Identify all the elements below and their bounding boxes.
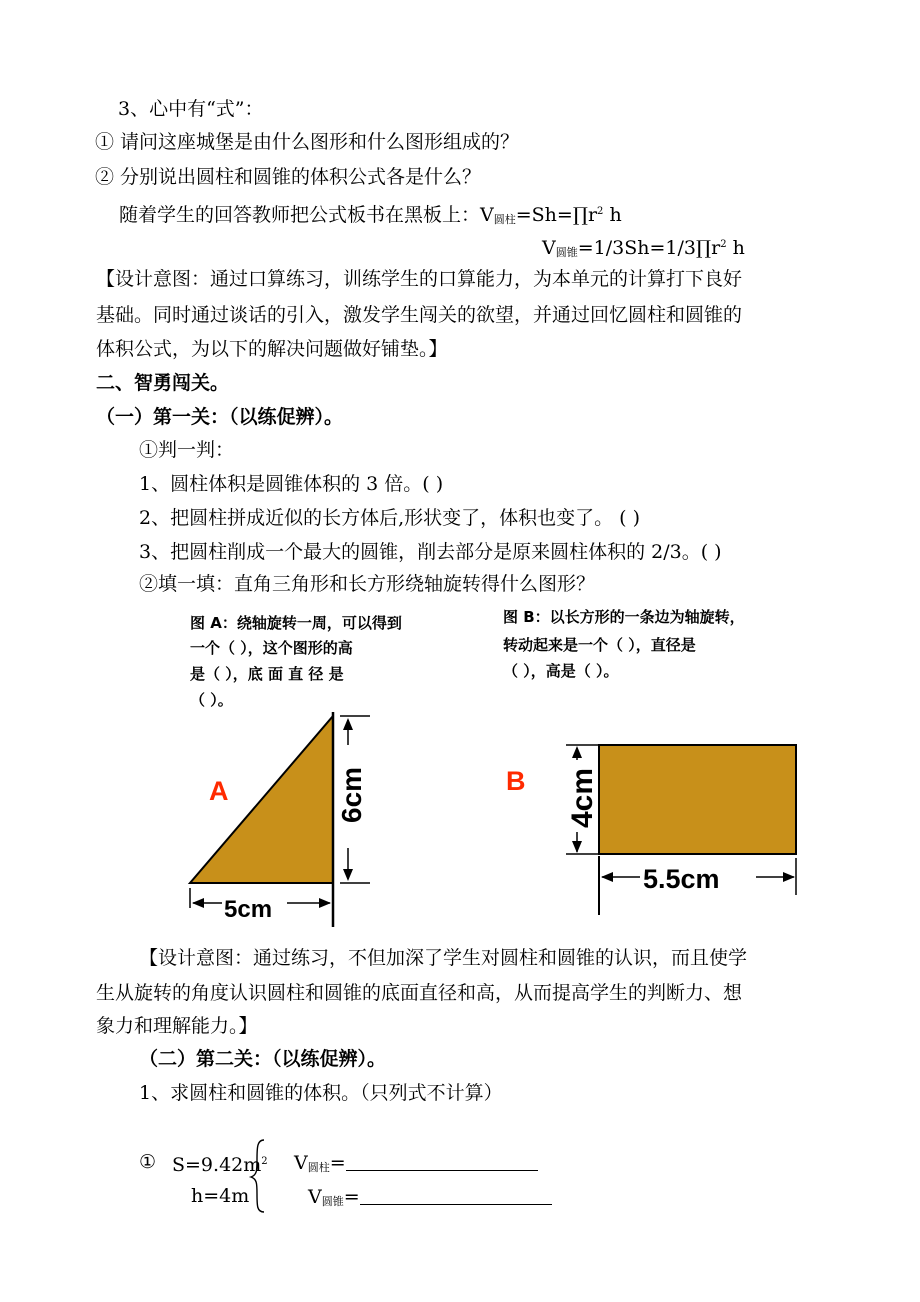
cone-formula: =1/3Sh=1/3∏r (577, 237, 721, 259)
design-note-1-line1: 【设计意图：通过口算练习，训练学生的口算能力，为本单元的计算打下良好 (96, 268, 743, 290)
figure-a-base-label: 5cm (224, 896, 273, 923)
figure-a-caption-1: 图 A：绕轴旋转一周，可以得到 (190, 614, 402, 632)
judge-title: ①判一判： (139, 439, 235, 461)
exponent: 2 (720, 239, 727, 250)
judge-item-2: 2、把圆柱拼成近似的长方体后,形状变了，体积也变了。 ( ) (139, 507, 641, 529)
cylinder-answer-blank[interactable] (346, 1152, 538, 1171)
figure-a-caption-2: 一个（ ），这个图形的高 (190, 639, 353, 657)
judge-item-3: 3、把圆柱削成一个最大的圆锥，削去部分是原来圆柱体积的 2/3。( ) (139, 541, 722, 563)
level2-task: 1、求圆柱和圆锥的体积。（只列式不计算） (139, 1082, 503, 1104)
figure-a-caption-3: 是（ ），底 面 直 径 是 (190, 665, 344, 683)
figure-b-caption-1: 图 B：以长方形的一条边为轴旋转， (503, 608, 745, 626)
judge-item-1: 1、圆柱体积是圆锥体积的 3 倍。( ) (139, 473, 444, 495)
part2-heading: 二、智勇闯关。 (96, 372, 230, 394)
design-note-2-line1: 【设计意图：通过练习，不但加深了学生对圆柱和圆锥的认识，而且使学 (139, 947, 748, 969)
formula-intro: 随着学生的回答教师把公式板书在黑板上：V (119, 204, 494, 226)
figure-a-height-label: 6cm (336, 766, 367, 823)
level2-heading: （二）第二关：（以练促辨）。 (139, 1048, 387, 1070)
s-value-text: S=9.42m (172, 1154, 262, 1176)
design-note-2-line2: 生从旋转的角度认识圆柱和圆锥的底面直径和高，从而提高学生的判断力、想 (96, 982, 743, 1004)
subscript-cylinder: 圆柱 (493, 213, 516, 226)
equals: = (329, 1152, 346, 1174)
figure-b-width-label: 5.5cm (643, 864, 720, 894)
s-exponent: 2 (261, 1156, 268, 1167)
figure-a-caption-4: （ ）。 (190, 691, 233, 709)
cylinder-formula-tail: h (603, 204, 622, 226)
question-2: ② 分别说出圆柱和圆锥的体积公式各是什么？ (95, 166, 482, 188)
cone-v: V (542, 237, 556, 259)
figure-b-caption-3: （ ），高是（ ）。 (503, 662, 619, 680)
figure-a-label: A (209, 776, 229, 806)
design-note-1-line2: 基础。同时通过谈话的引入，激发学生闯关的欲望，并通过回忆圆柱和圆锥的 (96, 304, 743, 326)
level1-heading: （一）第一关：（以练促辨）。 (96, 406, 344, 428)
s-value (172, 1149, 268, 1178)
figure-b-label: B (506, 766, 526, 796)
subscript-cone: 圆锥 (321, 1195, 344, 1208)
section3-heading: 3、心中有“式”： (118, 98, 264, 120)
cylinder-formula: =Sh=∏r (515, 204, 598, 226)
exponent: 2 (597, 206, 604, 217)
figure-b-caption-2: 转动起来是一个（ ），直径是 (503, 636, 696, 654)
equals: = (343, 1186, 360, 1208)
question-1: ① 请问这座城堡是由什么图形和什么图形组成的？ (95, 131, 520, 153)
v-cone-answer (308, 1184, 552, 1215)
v-letter: V (308, 1186, 322, 1208)
design-note-1-line3: 体积公式，为以下的解决问题做好铺垫。】 (96, 338, 448, 360)
design-note-2-line3: 象力和理解能力。】 (96, 1015, 258, 1037)
cone-answer-blank[interactable] (360, 1186, 552, 1205)
item-marker: ① (139, 1151, 157, 1173)
subscript-cone: 圆锥 (555, 246, 578, 259)
subscript-cylinder: 圆柱 (307, 1161, 330, 1174)
figure-b-height-label: 4cm (566, 767, 599, 828)
cone-formula-tail: h (726, 237, 745, 259)
v-cylinder-answer (294, 1150, 538, 1181)
h-value: h=4m (191, 1185, 250, 1207)
fill-title: ②填一填：直角三角形和长方形绕轴旋转得什么图形？ (139, 573, 596, 595)
v-letter: V (294, 1152, 308, 1174)
